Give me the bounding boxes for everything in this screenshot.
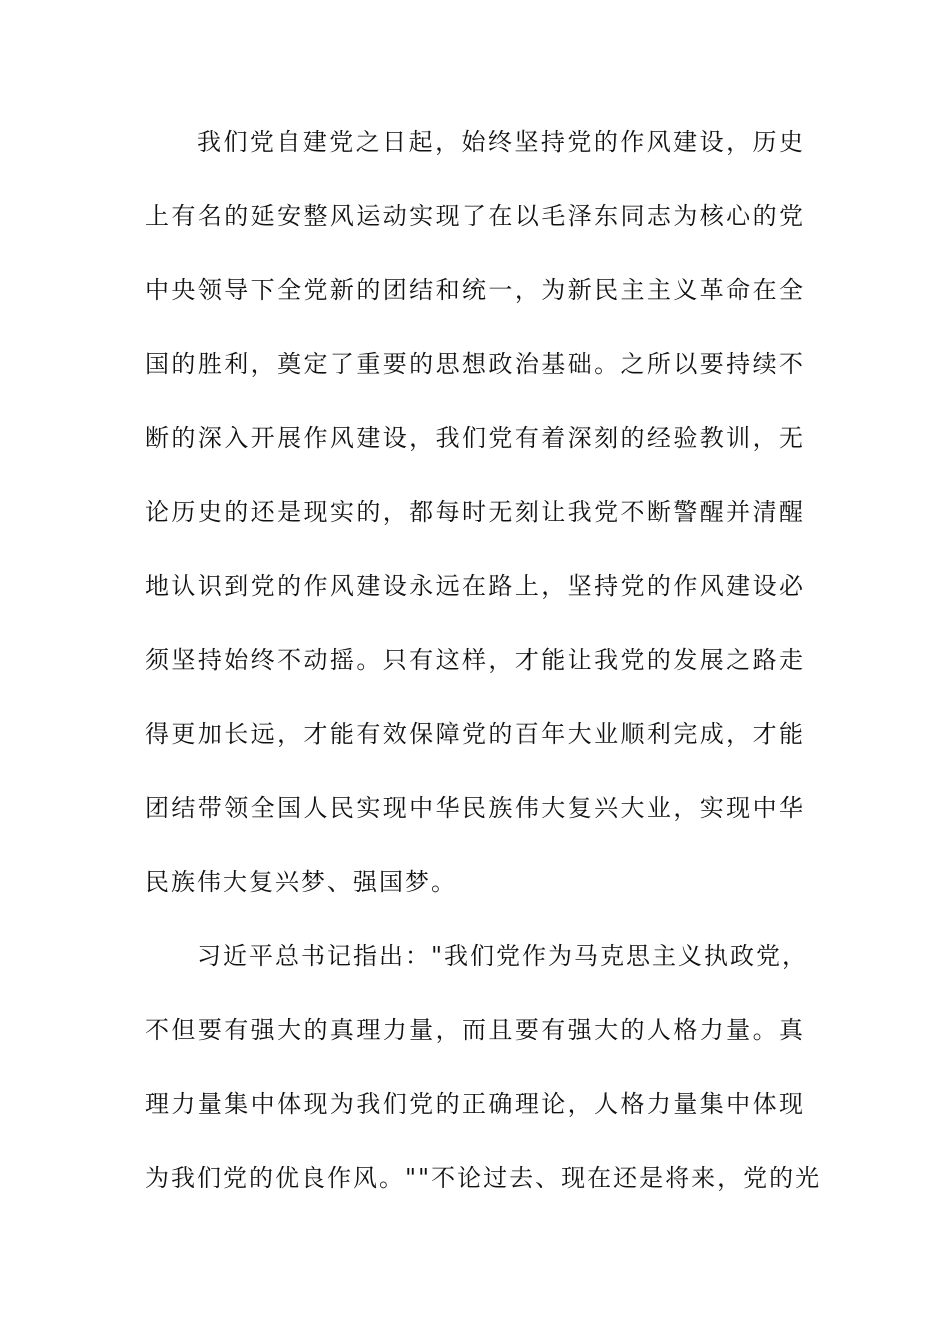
paragraph-line: 习近平总书记指出："我们党作为马克思主义执政党， xyxy=(197,942,809,970)
paragraph-line: 团结带领全国人民实现中华民族伟大复兴大业，实现中华 xyxy=(145,794,805,822)
paragraph-line: 我们党自建党之日起，始终坚持党的作风建设，历史 xyxy=(197,128,805,156)
paragraph-line: 理力量集中体现为我们党的正确理论，人格力量集中体现 xyxy=(145,1090,805,1118)
paragraph-line: 中央领导下全党新的团结和统一，为新民主主义革命在全 xyxy=(145,276,805,304)
paragraph-line: 为我们党的优良作风。""不论过去、现在还是将来，党的光 xyxy=(145,1164,822,1192)
paragraph-line: 民族伟大复兴梦、强国梦。 xyxy=(145,868,457,896)
paragraph-line: 不但要有强大的真理力量，而且要有强大的人格力量。真 xyxy=(145,1016,805,1044)
paragraph-line: 论历史的还是现实的，都每时无刻让我党不断警醒并清醒 xyxy=(145,498,805,526)
paragraph-line: 须坚持始终不动摇。只有这样，才能让我党的发展之路走 xyxy=(145,646,805,674)
paragraph-line: 地认识到党的作风建设永远在路上，坚持党的作风建设必 xyxy=(145,572,805,600)
paragraph-line: 上有名的延安整风运动实现了在以毛泽东同志为核心的党 xyxy=(145,202,805,230)
paragraph-line: 得更加长远，才能有效保障党的百年大业顺利完成，才能 xyxy=(145,720,805,748)
paragraph-line: 国的胜利，奠定了重要的思想政治基础。之所以要持续不 xyxy=(145,350,805,378)
paragraph-line: 断的深入开展作风建设，我们党有着深刻的经验教训，无 xyxy=(145,424,805,452)
